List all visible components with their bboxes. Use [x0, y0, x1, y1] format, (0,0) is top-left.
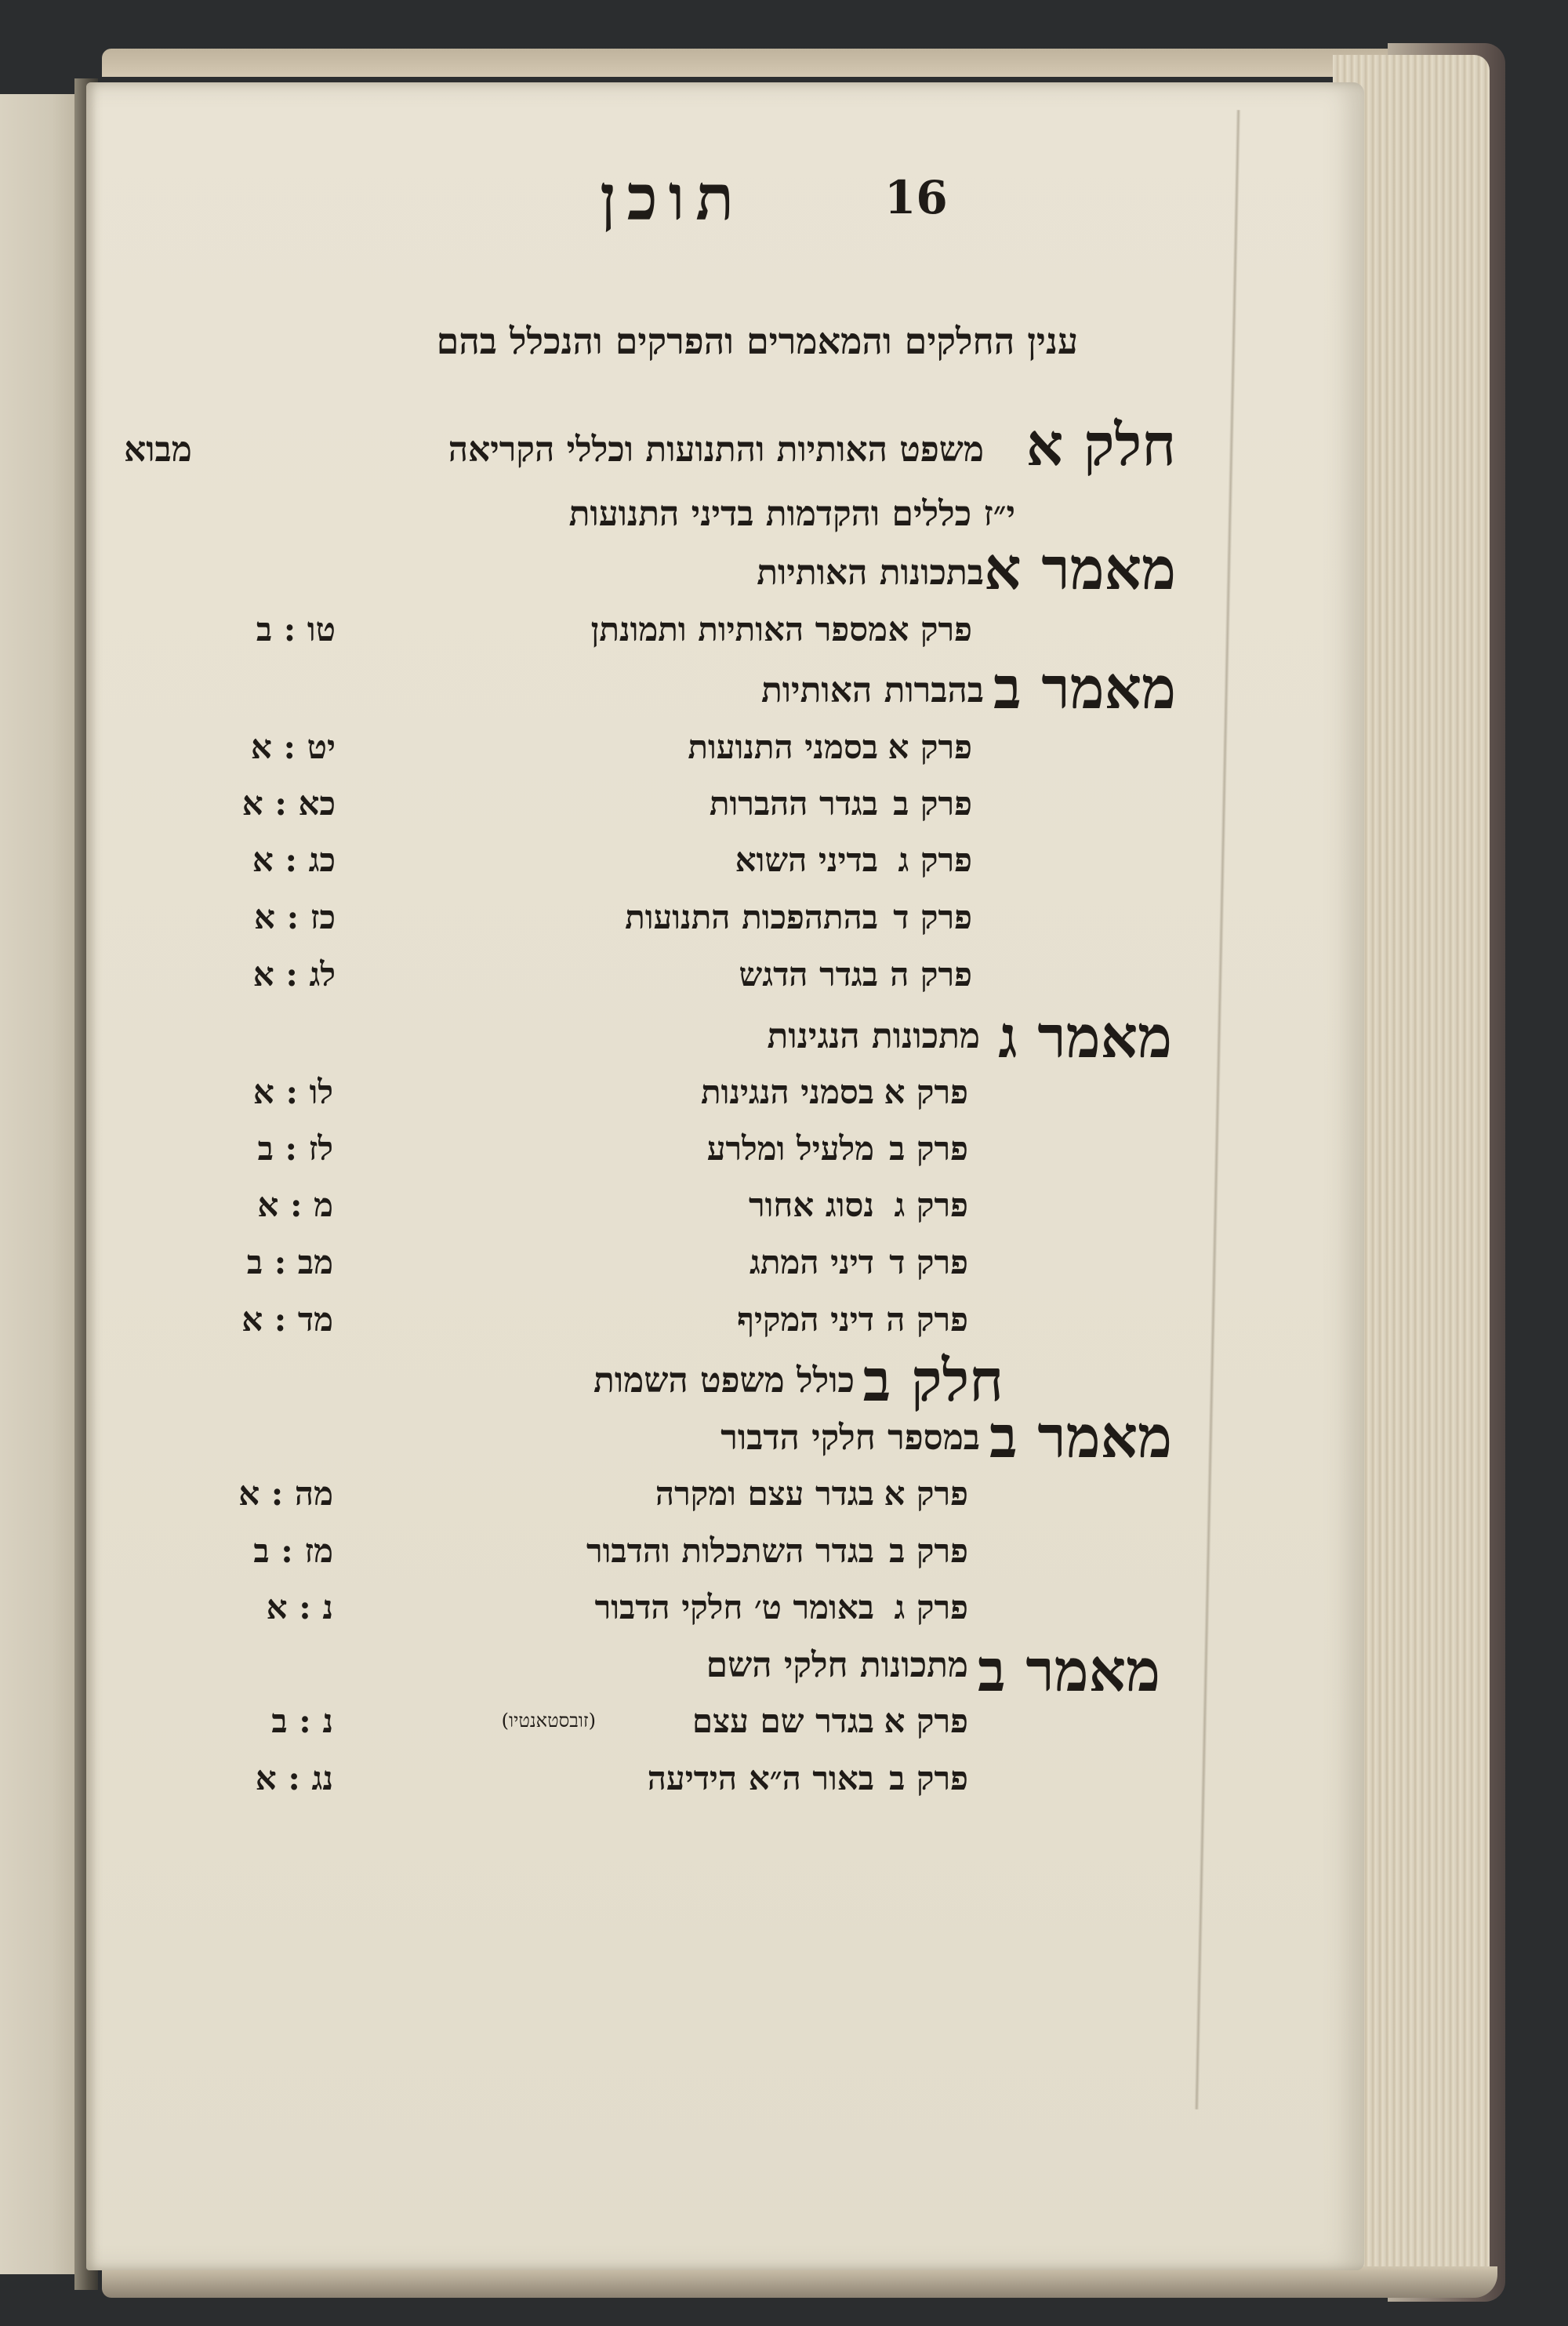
- chapter-label: פרק ב: [889, 1129, 968, 1168]
- chapter-title: בגדר שם עצם: [691, 1702, 874, 1740]
- chapter-title: דיני המתג: [749, 1243, 874, 1281]
- chapter-title: בהתהפכות התנועות: [625, 898, 878, 936]
- chapter-title: בגדר עצם ומקרה: [655, 1474, 874, 1513]
- chapter-ref: מב : ב: [246, 1243, 333, 1281]
- chapter-ref: נ : א: [266, 1588, 333, 1626]
- page-number: 16: [884, 171, 948, 224]
- chapter-title: מספר האותיות ותמונתן: [590, 610, 887, 649]
- intro-text: י״ז כללים והקדמות בדיני התנועות: [568, 494, 1015, 534]
- maamar-4-label: מאמר ב: [989, 1404, 1172, 1471]
- intro-label: מבוא: [124, 430, 192, 470]
- chapter-label: פרק ב: [889, 1532, 968, 1570]
- maamar-5-label: מאמר ב: [977, 1637, 1160, 1705]
- chapter-label: פרק ה: [890, 955, 972, 994]
- maamar-1-text: בתכונות האותיות: [757, 553, 984, 593]
- chapter-ref: נ : ב: [271, 1702, 333, 1740]
- chapter-ref: מז : ב: [253, 1532, 333, 1570]
- contents-subtitle: ענין החלקים והמאמרים והפרקים והנכלל בהם: [436, 320, 1078, 362]
- chapter-title: דיני המקיף: [737, 1300, 874, 1339]
- chapter-ref: כג : א: [252, 841, 336, 879]
- part-2-label: חלק ב: [862, 1347, 1004, 1415]
- chapter-ref: לו : א: [252, 1073, 333, 1111]
- chapter-label: פרק א: [884, 1073, 968, 1111]
- chapter-title: בסמני התנועות: [688, 728, 878, 766]
- chapter-label: פרק ג: [894, 1186, 968, 1224]
- chapter-title: מלעיל ומלרע: [706, 1129, 874, 1168]
- chapter-title: בגדר ההברות: [709, 784, 878, 823]
- maamar-1-label: מאמר א: [984, 536, 1176, 603]
- maamar-2-label: מאמר ב: [993, 655, 1176, 722]
- chapter-label: פרק ב: [893, 784, 972, 823]
- chapter-note: (זובסטאנטיו): [501, 1710, 596, 1732]
- chapter-title: באומר ט׳ חלקי הדבור: [594, 1588, 874, 1626]
- chapter-label: פרק ד: [893, 898, 972, 936]
- chapter-label: פרק ב: [889, 1759, 968, 1797]
- maamar-3-text: מתכונות הנגינות: [767, 1016, 980, 1056]
- page-title: תוכן: [600, 161, 745, 234]
- chapter-title: בגדר הדגש: [739, 955, 878, 994]
- chapter-title: בסמני הנגינות: [700, 1073, 874, 1111]
- chapter-title: בגדר השתכלות והדבור: [586, 1532, 874, 1570]
- chapter-label: פרק ד: [889, 1243, 968, 1281]
- maamar-4-text: במספר חלקי הדבור: [720, 1418, 980, 1458]
- chapter-title: נסוג אחור: [749, 1186, 874, 1224]
- chapter-label: פרק ג: [898, 841, 972, 879]
- chapter-ref: כא : א: [241, 784, 336, 823]
- chapter-ref: כז : א: [254, 898, 336, 936]
- part-1-text: משפט האותיות והתנועות וכללי הקריאה: [448, 430, 984, 470]
- chapter-ref: מ : א: [257, 1186, 333, 1224]
- part-2-text: כולל משפט השמות: [593, 1361, 855, 1401]
- part-1-label: חלק א: [1025, 412, 1176, 479]
- maamar-2-text: בהברות האותיות: [760, 671, 984, 711]
- chapter-ref: נג : א: [255, 1759, 333, 1797]
- chapter-label: פרק א: [884, 1474, 968, 1513]
- chapter-title: בדיני השוא: [735, 841, 878, 879]
- chapter-title: באור ה״א הידיעה: [647, 1759, 874, 1797]
- chapter-label: פרק א: [887, 610, 972, 649]
- chapter-ref: טו : ב: [256, 610, 336, 649]
- chapter-ref: יט : א: [250, 728, 336, 766]
- chapter-label: פרק א: [887, 728, 972, 766]
- chapter-ref: לג : א: [252, 955, 336, 994]
- chapter-ref: מד : א: [241, 1300, 333, 1339]
- chapter-ref: לז : ב: [257, 1129, 333, 1168]
- maamar-3-label: מאמר ג: [998, 1004, 1172, 1071]
- chapter-ref: מה : א: [238, 1474, 333, 1513]
- chapter-label: פרק ג: [894, 1588, 968, 1626]
- chapter-label: פרק א: [884, 1702, 968, 1740]
- maamar-5-text: מתכונות חלקי השם: [706, 1645, 968, 1685]
- chapter-label: פרק ה: [886, 1300, 968, 1339]
